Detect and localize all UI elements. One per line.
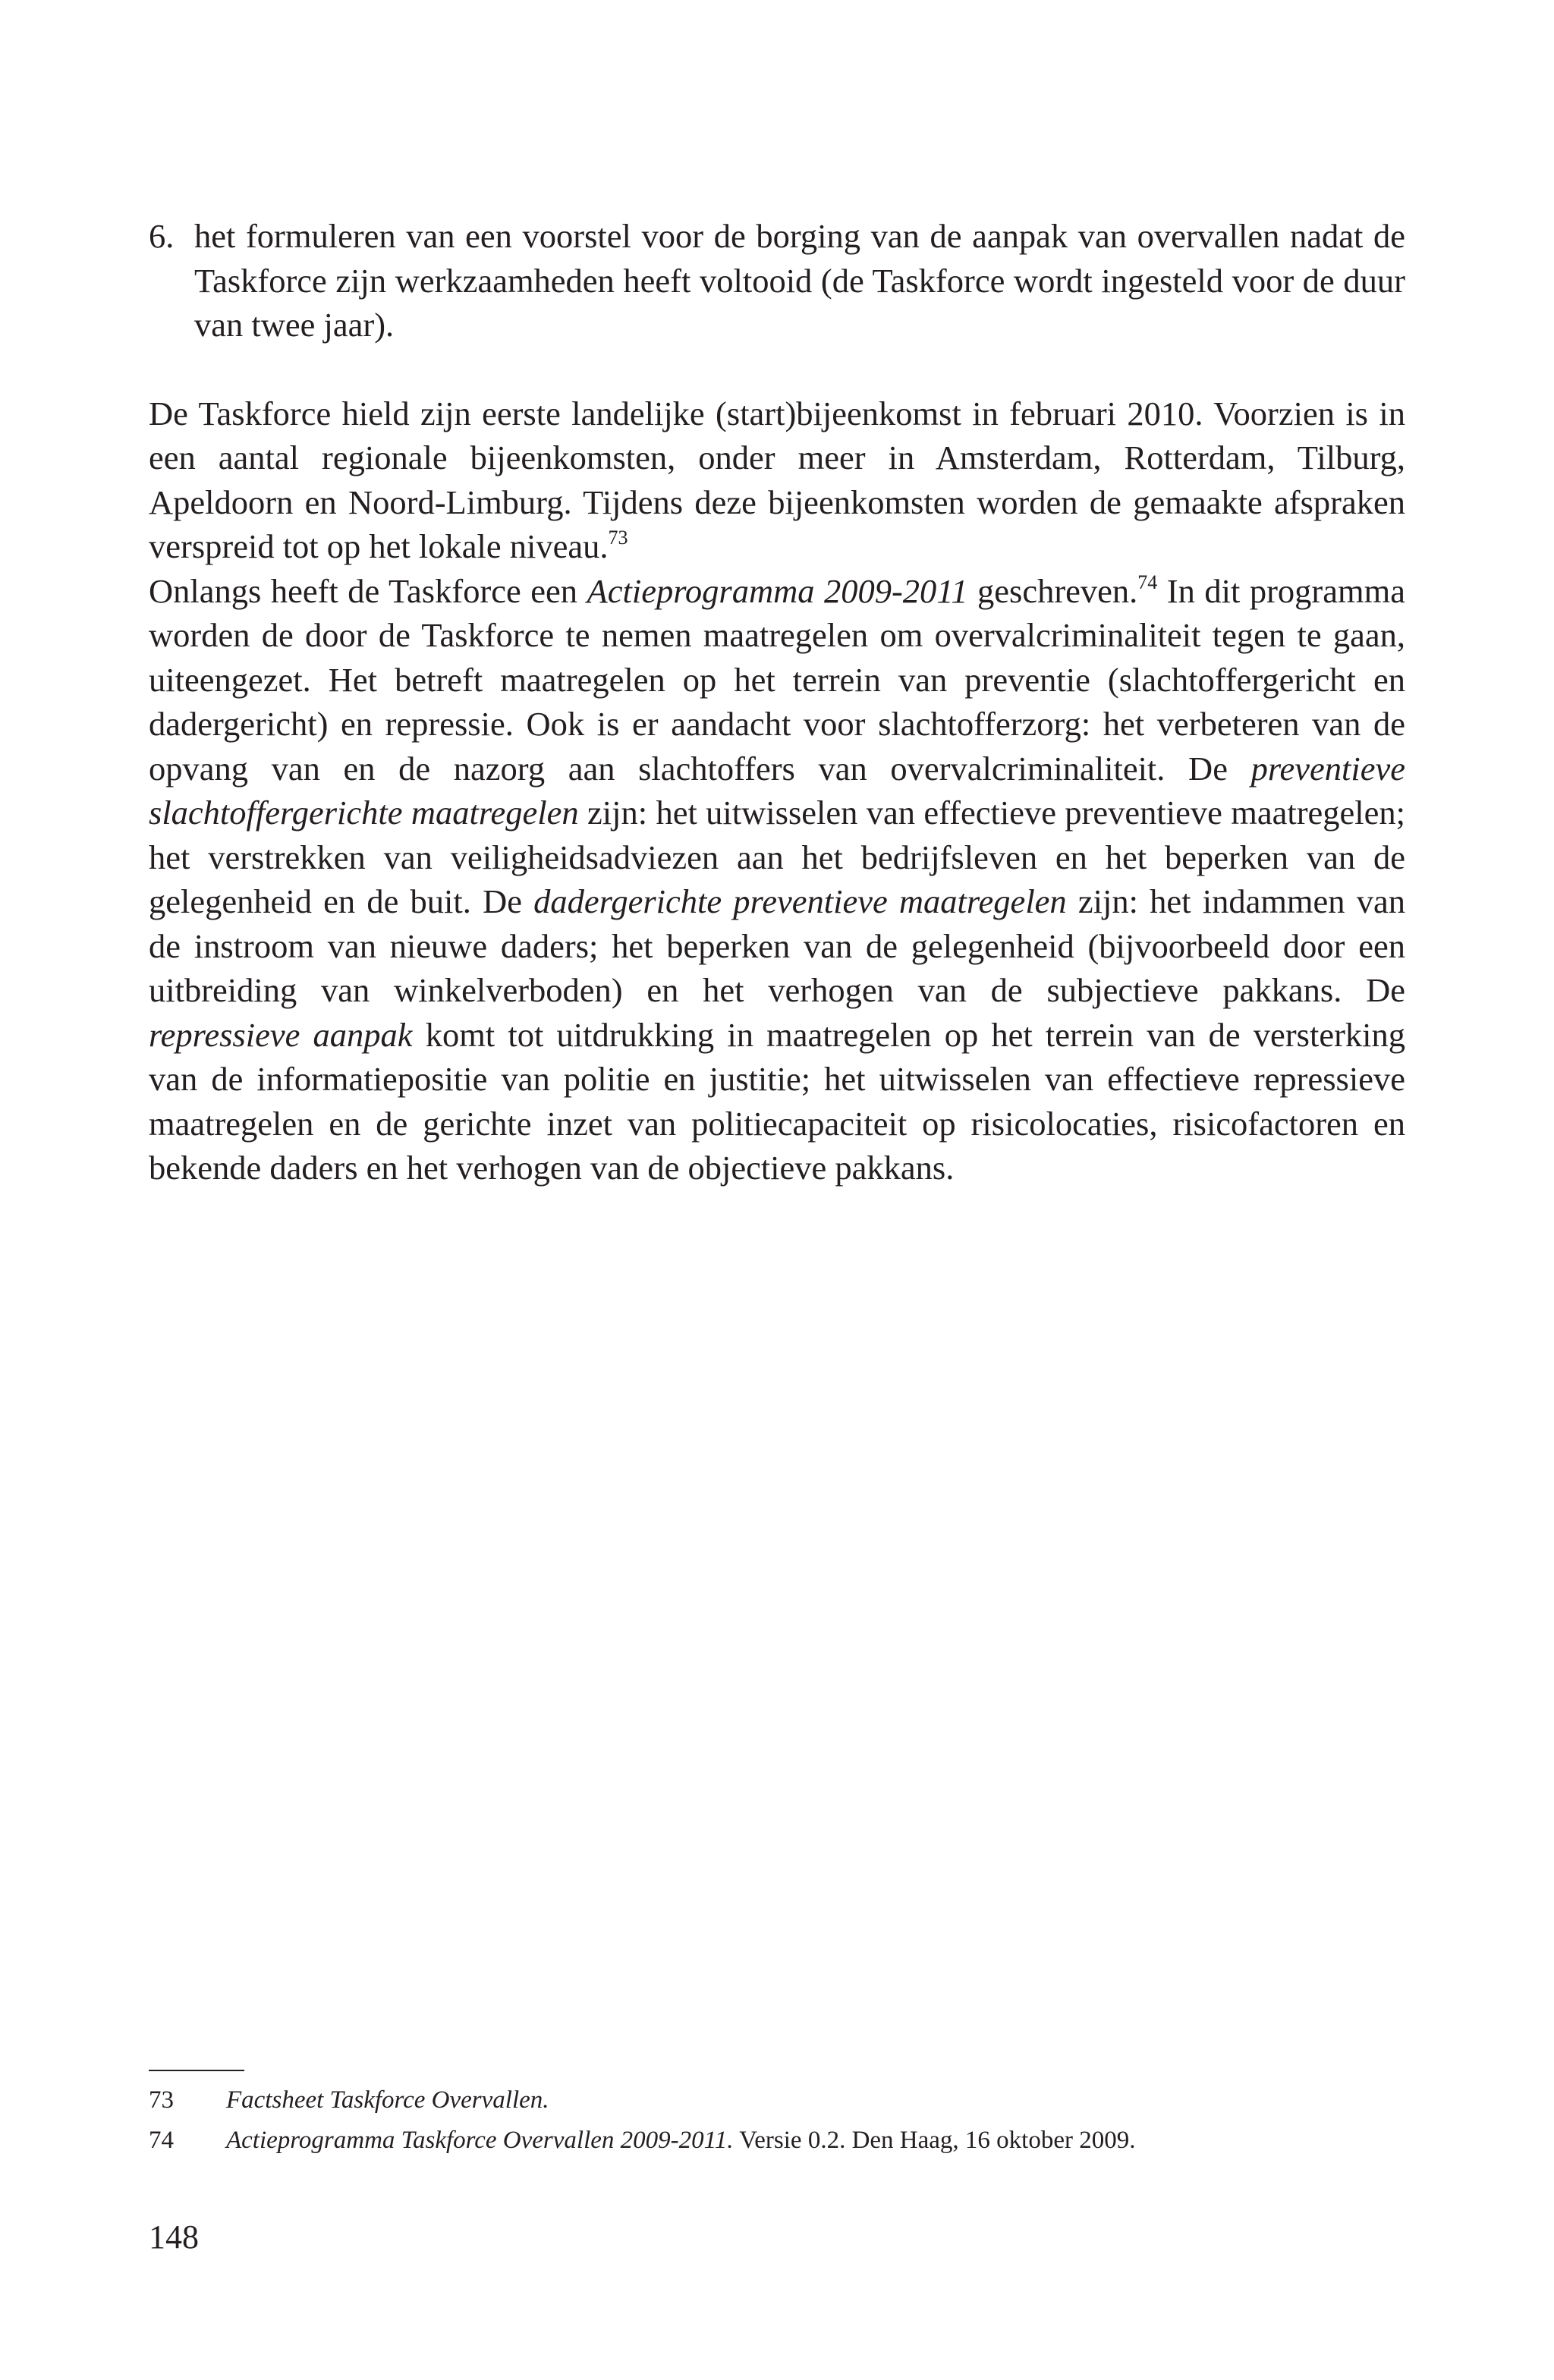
footnote-number: 73 xyxy=(149,2086,174,2114)
list-item xyxy=(149,214,1405,347)
italic-actieprogramma: Actieprogramma 2009-2011 xyxy=(587,571,968,610)
footnote-ref-74[interactable]: 74 xyxy=(1137,571,1158,593)
footnote-73 xyxy=(149,2080,1405,2121)
footnote-divider xyxy=(149,2070,244,2071)
paragraph-action-programme xyxy=(149,569,1405,1190)
italic-repressieve-aanpak: repressieve aanpak xyxy=(149,1015,413,1054)
list-item-number: 6. xyxy=(149,217,175,255)
paragraph-2-text-6: komt tot uitdrukking in maatregelen op het terrein van de versterking van de informatiepositie van politie en justitie; het uitwisselen van effectieve repressieve maatregelen en de gerichte inzet van politiecapaciteit op risicolocaties, risicofactoren en bekende daders en het verhogen van de objectieve pakkans. xyxy=(149,1015,1405,1187)
footnote-italic: Factsheet Taskforce Overvallen. xyxy=(226,2086,549,2114)
page-number: 148 xyxy=(149,2218,199,2256)
main-text xyxy=(149,214,1405,1190)
footnote-ref-73[interactable]: 73 xyxy=(608,527,628,549)
italic-dadergerichte-preventieve: dadergerichte preventieve maatregelen xyxy=(533,882,1067,920)
footnote-italic: Actieprogramma Taskforce Overvallen 2009-2011. xyxy=(226,2127,734,2154)
paragraph-2-text-2: geschreven. xyxy=(967,571,1138,610)
footnote-74 xyxy=(149,2121,1405,2161)
paragraph-2-text-1: Onlangs heeft de Taskforce een xyxy=(149,571,587,610)
page-body xyxy=(149,214,1405,1190)
list-item-text: het formuleren van een voorstel voor de borging van de aanpak van overvallen nadat de Taskforce zijn werkzaamheden heeft voltooid (de Taskforce wordt ingesteld voor de duur van twee jaar). xyxy=(194,217,1405,344)
paragraph-2-text-4: zijn: het uitwisselen van effectieve preventieve maatregelen; het verstrekken van veiligheidsadviezen aan het bedrijfsleven en het beperken van de gelegenheid en de buit. De xyxy=(149,794,1405,920)
footnote-number: 74 xyxy=(149,2127,174,2154)
footnote-rest: Versie 0.2. Den Haag, 16 oktober 2009. xyxy=(733,2127,1136,2154)
paragraph-2-text-5: zijn: het indammen van de instroom van nieuwe daders; het beperken van de gelegenheid (bijvoorbeeld door een uitbreiding van winkelverboden) en het verhogen van de subjectieve pakkans. De xyxy=(149,882,1405,1009)
footnotes xyxy=(149,2080,1405,2161)
footnote-text xyxy=(226,2080,549,2121)
paragraph-taskforce-meetings xyxy=(149,391,1405,569)
footnote-text xyxy=(226,2121,1135,2161)
paragraph-1-text: De Taskforce hield zijn eerste landelijke (start)bijeenkomst in februari 2010. Voorzien is in een aantal regionale bijeenkomsten, onder meer in Amsterdam, Rotterdam, Tilburg, Apeldoorn en Noord-Limburg. Tijdens deze bijeenkomsten worden de gemaakte afspraken verspreid tot op het lokale niveau. xyxy=(149,394,1405,565)
paragraph-2-text-3: In dit programma worden de door de Taskforce te nemen maatregelen om overvalcriminaliteit tegen te gaan, uiteengezet. Het betreft maatregelen op het terrein van preventie (slachtoffergericht en dadergericht) en repressie. Ook is er aandacht voor slachtofferzorg: het verbeteren van de opvang van en de nazorg aan slachtoffers van overvalcriminaliteit. De xyxy=(149,571,1405,788)
italic-preventieve-slachtoffergerichte: preventieve slachtoffergerichte maatregelen xyxy=(149,749,1405,832)
